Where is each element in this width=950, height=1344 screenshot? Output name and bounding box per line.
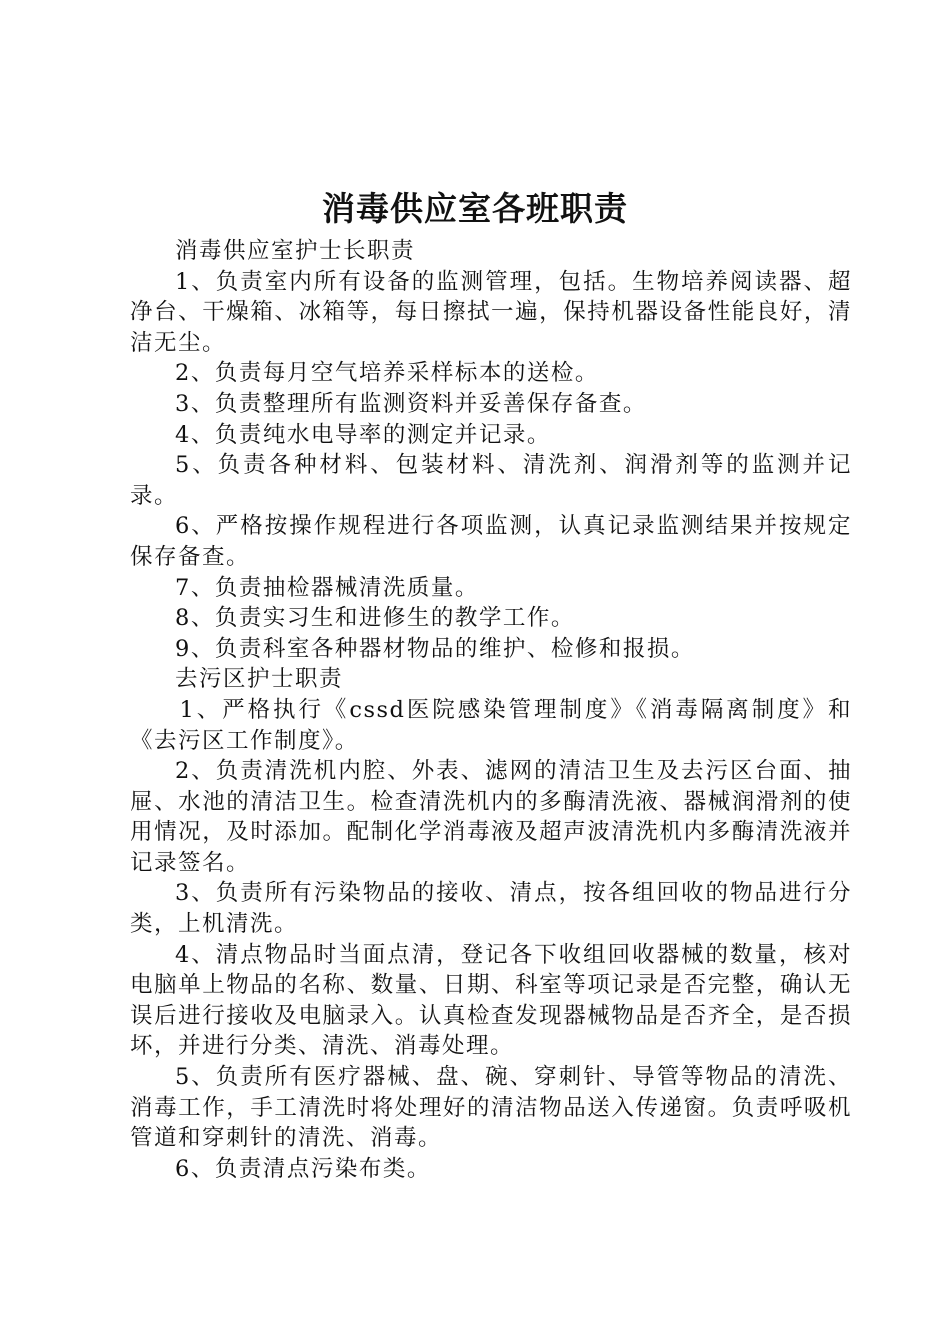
paragraph-item-5: 5、负责各种材料、包装材料、清洗剂、润滑剂等的监测并记录。 (130, 452, 852, 509)
document-title: 消毒供应室各班职责 (322, 189, 628, 228)
paragraph-item-5: 5、负责所有医疗器械、盘、碗、穿刺针、导管等物品的清洗、消毒工作，手工清洗时将处理好的清洁物品送入传递窗。负责呼吸机管道和穿刺针的清洗、消毒。 (130, 1064, 852, 1152)
document-body (130, 236, 852, 1184)
paragraph-item-2: 2、负责清洗机内腔、外表、滤网的清洁卫生及去污区台面、抽屉、水池的清洁卫生。检查清洗机内的多酶清洗液、器械润滑剂的使用情况，及时添加。配制化学消毒液及超声波清洗机内多酶清洗液并记录签名。 (130, 758, 852, 876)
section-heading-head-nurse: 消毒供应室护士长职责 (175, 238, 416, 264)
paragraph-item-1: 1、严格执行《cssd医院感染管理制度》《消毒隔离制度》和《去污区工作制度》。 (130, 696, 852, 754)
paragraph-item-2: 2、负责每月空气培养采样标本的送检。 (175, 360, 599, 387)
paragraph-item-6: 6、严格按操作规程进行各项监测，认真记录监测结果并按规定保存备查。 (130, 513, 852, 570)
paragraph-item-8: 8、负责实习生和进修生的教学工作。 (175, 605, 575, 632)
paragraph-item-3: 3、负责整理所有监测资料并妥善保存备查。 (175, 390, 647, 417)
section-heading-decontamination-nurse: 去污区护士职责 (175, 666, 344, 693)
paragraph-item-4: 4、清点物品时当面点清，登记各下收组回收器械的数量，核对电脑单上物品的名称、数量、日期、科室等项记录是否完整，确认无误后进行接收及电脑录入。认真检查发现器械物品是否齐全，是否损坏，并进行分类、清洗、消毒处理。 (130, 941, 852, 1060)
paragraph-item-9: 9、负责科室各种器材物品的维护、检修和报损。 (175, 635, 695, 662)
paragraph-item-3: 3、负责所有污染物品的接收、清点，按各组回收的物品进行分类，上机清洗。 (130, 880, 852, 938)
paragraph-item-4: 4、负责纯水电导率的测定并记录。 (175, 421, 551, 448)
paragraph-item-6: 6、负责清点污染布类。 (175, 1155, 431, 1182)
paragraph-item-7: 7、负责抽检器械清洗质量。 (175, 574, 479, 601)
paragraph-item-1: 1、负责室内所有设备的监测管理，包括。生物培养阅读器、超净台、干燥箱、冰箱等，每日擦拭一遍，保持机器设备性能良好，清洁无尘。 (130, 268, 852, 356)
